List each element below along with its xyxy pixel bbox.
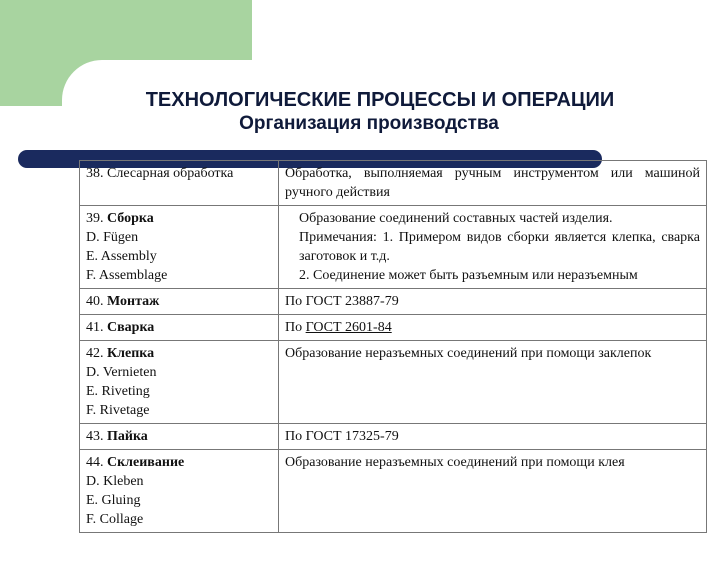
term-translation: E. Assembly	[86, 249, 157, 264]
term-number: 40.	[86, 294, 104, 309]
definition-text: Образование неразъемных соединений при помощи заклепок	[285, 346, 652, 361]
definition-cell	[279, 424, 707, 450]
term-cell	[80, 315, 279, 341]
page-subtitle: Организация производства	[239, 113, 499, 134]
gost-link[interactable]: ГОСТ 2601-84	[305, 320, 392, 335]
definition-text: Обработка, выполняемая ручным инструментом или машиной ручного действия	[285, 166, 700, 200]
table-row	[80, 424, 707, 450]
definition-cell	[279, 206, 707, 289]
header	[60, 88, 700, 136]
term-cell	[80, 341, 279, 424]
term-number: 43.	[86, 429, 104, 444]
definition-cell	[279, 341, 707, 424]
term-name: Сварка	[107, 320, 155, 335]
table-row	[80, 341, 707, 424]
term-number: 38.	[86, 166, 104, 181]
term-cell	[80, 424, 279, 450]
term-name: Слесарная обработка	[107, 166, 234, 181]
page-title: ТЕХНОЛОГИЧЕСКИЕ ПРОЦЕССЫ И ОПЕРАЦИИ	[145, 89, 615, 111]
term-name: Склеивание	[107, 455, 185, 470]
term-translation: F. Assemblage	[86, 268, 168, 283]
term-translation: F. Rivetage	[86, 403, 150, 418]
term-cell	[80, 206, 279, 289]
definition-cell	[279, 161, 707, 206]
definition-text: По ГОСТ 23887-79	[285, 294, 399, 309]
definition-cell	[279, 450, 707, 533]
definition-cell	[279, 315, 707, 341]
table-row	[80, 450, 707, 533]
terms-table	[79, 160, 707, 533]
term-cell	[80, 450, 279, 533]
term-name: Пайка	[107, 429, 148, 444]
definition-text: По	[285, 320, 306, 335]
definition-text: По ГОСТ 17325-79	[285, 429, 399, 444]
definition-note: Примечания: 1. Примером видов сборки является клепка, сварка заготовок и т.д.	[299, 230, 700, 264]
definition-text: Образование соединений составных частей изделия.	[299, 211, 613, 226]
definition-note: 2. Соединение может быть разъемным или неразъемным	[299, 268, 638, 283]
term-name: Клепка	[107, 346, 155, 361]
term-cell	[80, 289, 279, 315]
term-name: Сборка	[107, 211, 154, 226]
definition-cell	[279, 289, 707, 315]
term-translation: F. Collage	[86, 512, 144, 527]
term-translation: D. Fügen	[86, 230, 139, 245]
term-number: 44.	[86, 455, 104, 470]
term-translation: E. Gluing	[86, 493, 141, 508]
term-number: 42.	[86, 346, 104, 361]
table-row	[80, 315, 707, 341]
term-number: 39.	[86, 211, 104, 226]
table-row	[80, 161, 707, 206]
term-number: 41.	[86, 320, 104, 335]
term-translation: E. Riveting	[86, 384, 150, 399]
definition-text: Образование неразъемных соединений при помощи клея	[285, 455, 625, 470]
table-row	[80, 206, 707, 289]
term-name: Монтаж	[107, 294, 160, 309]
table-row	[80, 289, 707, 315]
term-translation: D. Kleben	[86, 474, 144, 489]
term-translation: D. Vernieten	[86, 365, 157, 380]
term-cell	[80, 161, 279, 206]
